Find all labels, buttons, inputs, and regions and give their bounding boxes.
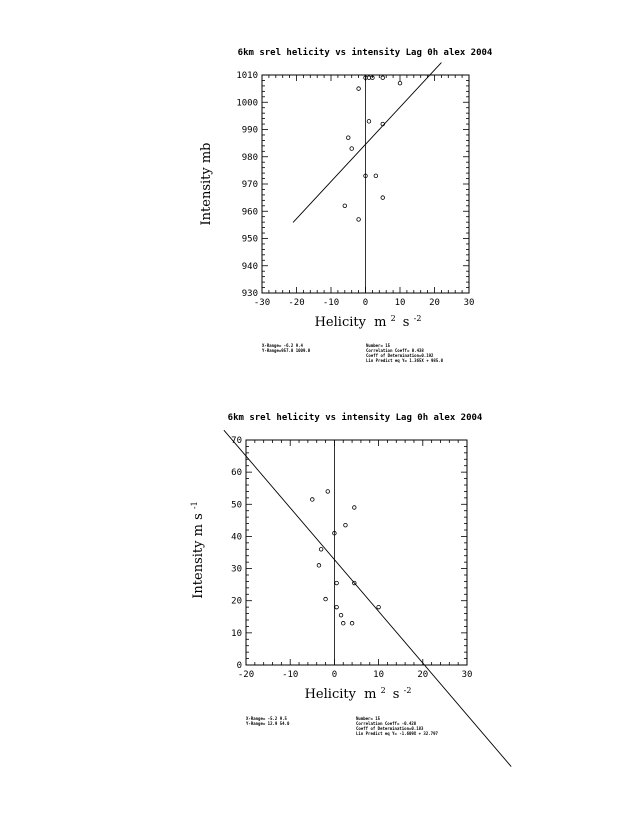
chart-2-data-point	[324, 597, 328, 601]
chart-1-x-tick-label: -10	[322, 298, 340, 308]
chart-1-x-axis-label	[315, 310, 422, 330]
chart-1-x-tick-label: 10	[394, 298, 406, 308]
chart-1-y-tick-label: 950	[241, 234, 258, 245]
chart-2-y-tick-label: 60	[231, 468, 242, 479]
chart-1-data-point	[381, 76, 385, 80]
chart-1-data-point	[346, 136, 350, 140]
chart-2-stats	[246, 716, 438, 736]
chart-2-data-point	[352, 506, 356, 510]
chart-2-data-point	[317, 564, 321, 568]
chart-1-y-tick-label: 960	[241, 207, 258, 218]
chart-1-x-label-text: Helicity	[314, 315, 366, 330]
chart-1-y-tick-label: 930	[241, 289, 258, 299]
chart-2-x-tick-label: -20	[237, 670, 255, 680]
chart-2-data-point	[335, 581, 339, 585]
chart-2-y-tick-label: 40	[231, 532, 242, 543]
chart-1-stats	[262, 343, 444, 363]
chart-2-data-point	[341, 621, 345, 625]
chart-2-x-tick-label: 20	[417, 670, 429, 680]
chart-1-x-label-sup2: -2	[413, 314, 422, 323]
chart-1-y-tick-label: 980	[241, 152, 258, 163]
chart-1-data-point	[398, 81, 402, 85]
chart-1-y-tick-label: 940	[241, 261, 258, 272]
chart-2-y-tick-label: 20	[231, 596, 242, 607]
chart-2-data-point	[377, 605, 381, 609]
chart-2-stat-number: Number= 15	[356, 716, 381, 721]
chart-2-data-point	[344, 523, 348, 527]
chart-1-x-tick-label: 20	[429, 298, 440, 308]
chart-2-data-point	[311, 498, 315, 502]
chart-2-x-label-sup1: 2	[380, 686, 386, 695]
chart-1-data-point	[343, 204, 347, 208]
chart-1-fit-line	[293, 63, 441, 223]
chart-1-ticks	[236, 71, 474, 308]
chart-1-y-tick-label: 990	[241, 125, 258, 136]
chart-2-stat-correlation: Correlation Coeff= -0.428	[356, 721, 417, 726]
chart-2-data-point	[350, 621, 354, 625]
chart-1-x-tick-label: -20	[288, 298, 305, 308]
chart-1-x-tick-label: -30	[253, 298, 271, 308]
chart-2-stat-xrange: X-Range= -5.2 9.5	[246, 716, 287, 721]
chart-2-y-tick-label: 0	[236, 661, 242, 671]
chart-2-y-tick-label: 70	[231, 436, 242, 446]
chart-1-x-label-unit2: s	[402, 315, 410, 330]
chart-2-x-tick-label: 30	[461, 670, 473, 680]
chart-2-y-label-sup: -1	[190, 501, 199, 510]
chart-2-y-tick-label: 30	[231, 564, 242, 575]
chart-2-plot-frame	[246, 440, 467, 665]
chart-1-y-tick-label: 970	[241, 180, 258, 190]
chart-1-data-point	[374, 174, 378, 178]
chart-2-x-label-unit: m	[364, 687, 377, 702]
chart-1-stat-xrange: X-Range= -6.2 9.4	[262, 343, 303, 348]
chart-2-x-tick-label: 0	[331, 670, 338, 680]
chart-1-data-point	[367, 120, 371, 124]
chart-2-data-point	[335, 605, 339, 609]
chart-1	[199, 47, 493, 363]
chart-2-stat-determination: Coeff of Determination=0.183	[356, 726, 424, 731]
chart-2-data-point	[326, 490, 330, 494]
chart-1-y-axis-label: Intensity mb	[199, 142, 214, 226]
chart-2-x-label-unit2: s	[392, 687, 400, 702]
chart-2-y-tick-label: 10	[231, 628, 242, 639]
chart-2-y-axis-label	[190, 501, 206, 598]
chart-1-stat-number: Number= 15	[366, 343, 391, 348]
chart-2-stat-yrange: Y-Range= 12.9 54.0	[246, 721, 290, 726]
chart-1-title: 6km srel helicity vs intensity Lag 0h alex 2004	[237, 48, 493, 58]
chart-1-stat-yrange: Y-Range=957.0 1009.0	[262, 348, 311, 353]
chart-2-data-point	[339, 613, 343, 617]
chart-1-stat-equation: Lin Predict eq Y= 1.365X + 985.0	[366, 358, 444, 363]
chart-1-data	[293, 63, 441, 293]
chart-1-data-point	[381, 196, 385, 200]
chart-1-y-tick-label: 1010	[236, 71, 258, 81]
chart-2-x-label-text: Helicity	[304, 687, 356, 702]
chart-2-stat-equation: Lin Predict eq Y= -1.609X + 32.797	[356, 731, 438, 736]
chart-2-y-label-text: Intensity m s	[191, 513, 206, 599]
chart-1-data-point	[357, 218, 361, 222]
chart-2-x-axis-label	[305, 682, 412, 702]
chart-2-x-label-sup2: -2	[403, 686, 412, 695]
chart-1-y-tick-label: 1000	[236, 98, 258, 109]
chart-1-x-label-unit: m	[374, 315, 387, 330]
chart-2-y-tick-label: 50	[231, 500, 242, 511]
chart-2-data-point	[319, 547, 323, 551]
chart-1-x-label-sup1: 2	[390, 314, 396, 323]
chart-1-data-point	[357, 87, 361, 91]
chart-1-x-tick-label: 0	[362, 298, 369, 308]
chart-1-stat-correlation: Correlation Coeff= 0.438	[366, 348, 424, 353]
chart-1-x-tick-label: 30	[463, 298, 475, 308]
chart-2-title: 6km srel helicity vs intensity Lag 0h alex 2004	[227, 413, 483, 423]
chart-1-data-point	[350, 147, 354, 151]
chart-2-x-tick-label: -10	[282, 670, 299, 680]
chart-2	[190, 412, 511, 767]
chart-1-stat-determination: Coeff of Determination=0.192	[366, 353, 434, 358]
chart-2-x-tick-label: 10	[373, 670, 385, 680]
chart-2-ticks	[231, 436, 472, 680]
